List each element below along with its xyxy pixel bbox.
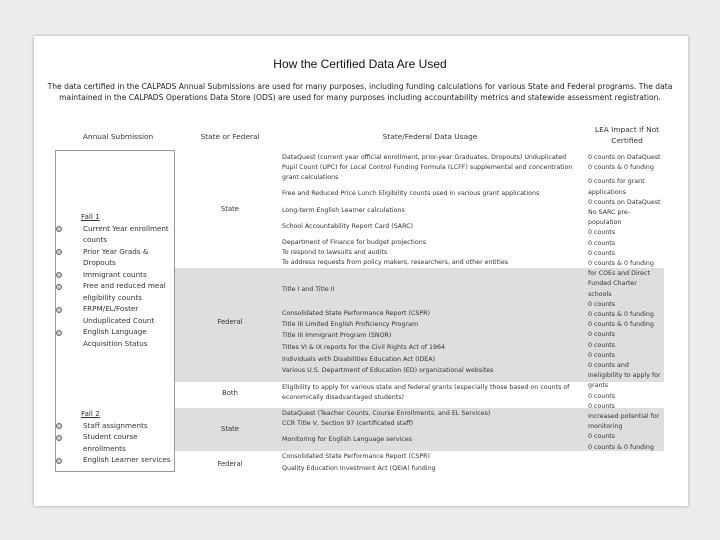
impact-line: schools (588, 290, 612, 298)
impact-line: 0 counts (588, 433, 616, 441)
usage-grant-eligibility: Eligibility to apply for various state and federal grants (especially those based on counts of economically disadvantaged students) (282, 384, 570, 401)
list-item: English Language Acquisition Status (55, 326, 180, 349)
impact-line: monitoring (588, 423, 623, 431)
list-item: Immigrant counts (55, 269, 180, 281)
usage-cspr: Consolidated State Performance Report (CSPR) (282, 310, 430, 317)
impact-line: 0 counts for grant (588, 178, 645, 186)
intro-paragraph: The data certified in the CALPADS Annual Submissions are used for many purposes, including funding calculations for various State and Federal programs. The data maintained in the CALPADS Operations Data Store (ODS) are used for many purposes including accountability metrics and statewide assessment registration. (47, 82, 673, 102)
impact-line: for COEs and Direct (588, 270, 650, 278)
impact-line: 0 counts & 0 funding (588, 443, 654, 451)
impact-line: 0 counts & 0 funding (588, 260, 654, 268)
usage-dof: Department of Finance for budget projections (282, 239, 426, 246)
usage-el-monitoring: Monitoring for English Language services (282, 436, 412, 443)
header-annual-submission: Annual Submission (82, 132, 154, 141)
impact-line: 0 counts (588, 300, 616, 308)
usage-frpm: Free and Reduced Price Lunch Eligibility counts used in various grant applications (282, 190, 540, 197)
impact-line: 0 counts on DataQuest (588, 154, 661, 161)
cell-state-2: State (221, 425, 239, 433)
impact-line: population (588, 219, 622, 227)
fall2-title: Fall 2 (81, 409, 100, 418)
impact-line: 0 counts (588, 341, 616, 349)
usage-lawsuits: To respond to lawsuits and audits (282, 249, 388, 256)
page-title: How the Certified Data Are Used (273, 57, 447, 71)
cell-federal-2: Federal (217, 460, 243, 468)
list-item: Free and reduced meal eligibility counts (55, 280, 180, 303)
header-data-usage: State/Federal Data Usage (382, 132, 478, 141)
list-item: FRPM/EL/Foster Unduplicated Count (55, 303, 180, 326)
impact-line: 0 counts (588, 402, 616, 410)
impact-line: 0 counts (588, 331, 616, 339)
impact-line: 0 counts (588, 392, 616, 400)
usage-requests: To address requests from policy makers, researchers, and other entities (282, 259, 509, 266)
usage-dataquest-teacher: DataQuest (Teacher Counts, Course Enrollments, and EL Services) (282, 410, 491, 417)
usage-qeia: Quality Education Investment Act (QEIA) funding (282, 465, 436, 472)
list-item: Student course enrollments (55, 431, 180, 454)
impact-line: applications (588, 188, 627, 196)
list-item: Staff assignments (55, 420, 180, 432)
usage-title3-imm: Title III Immigrant Program (SNOR) (282, 332, 392, 339)
cell-both: Both (222, 389, 238, 397)
impact-column (588, 153, 666, 453)
usage-ltel: Long-term English Learner calculations (282, 207, 405, 214)
cell-state-1: State (221, 205, 239, 213)
usage-ccr: CCR Title V, Section 97 (certificated staff) (282, 420, 414, 427)
usage-dataquest: DataQuest (current year official enrollment, prior-year Graduates, Dropouts) Unduplicated Pupil Count (UPC) for Local Control Funding Formula (LCFF) supplemental and concentration grant calculations (282, 154, 573, 181)
list-item: Current Year enrollment counts (55, 223, 180, 246)
impact-line: 0 counts & 0 funding (588, 164, 654, 172)
fall1-title: Fall 1 (81, 212, 100, 221)
impact-line: 0 counts (588, 249, 616, 257)
usage-idea: Individuals with Disabilities Education Act (IDEA) (282, 356, 436, 363)
fall1-group (55, 211, 180, 349)
impact-line: ineligibility to apply for (588, 372, 661, 380)
usage-title1: Title I and Title II (282, 286, 335, 293)
list-item: English Learner services (55, 454, 180, 466)
impact-line: 0 counts (588, 239, 616, 247)
usage-ed-websites: Various U.S. Department of Education (ED) organizational websites (282, 367, 494, 374)
header-state-or-federal: State or Federal (200, 132, 260, 141)
impact-line: 0 counts (588, 351, 616, 359)
impact-line: 0 counts (588, 229, 616, 237)
impact-line: Increased potential for (588, 413, 660, 421)
usage-civil-rights: Titles VI & IX reports for the Civil Rights Act of 1964 (282, 344, 445, 351)
usage-cspr-2: Consolidated State Performance Report (CSPR) (282, 453, 430, 460)
impact-line: 0 counts on DataQuest (588, 198, 661, 206)
usage-title3-lep: Title III Limited English Proficiency Program (282, 321, 419, 328)
impact-line: Funded Charter (588, 280, 637, 288)
list-item: Prior Year Grads & Dropouts (55, 246, 180, 269)
usage-sarc: School Accountability Report Card (SARC) (282, 223, 414, 230)
header-lea-impact: LEA Impact if Not Certified (594, 125, 660, 145)
impact-line: 0 counts and (588, 362, 629, 370)
cell-federal-1: Federal (217, 318, 243, 326)
fall2-group (55, 408, 180, 466)
impact-line: No SARC pre- (588, 209, 631, 217)
impact-line: 0 counts & 0 funding (588, 321, 654, 329)
impact-line: 0 counts & 0 funding (588, 311, 654, 319)
impact-line: grants (588, 382, 609, 390)
